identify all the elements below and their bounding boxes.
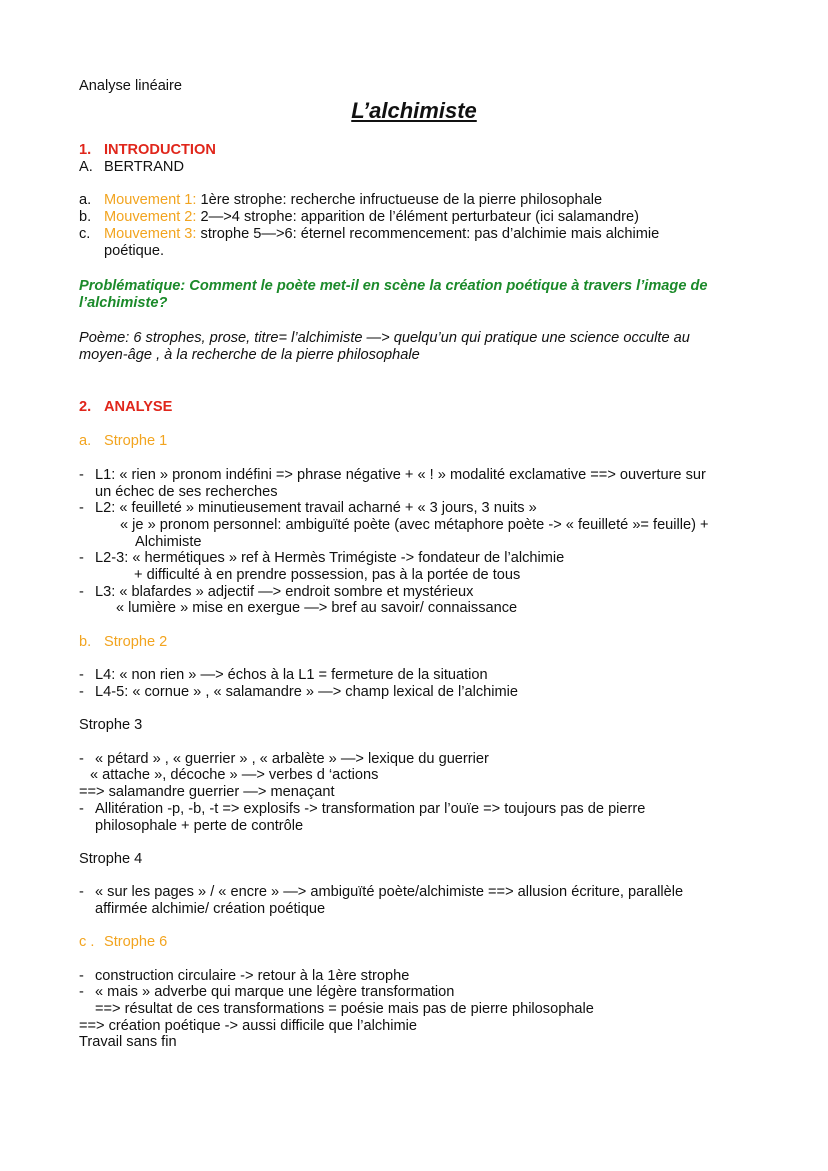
document-label: Analyse linéaire — [79, 78, 183, 94]
analysis-line: « attache », décoche » —> verbes d ‘actions — [90, 767, 379, 783]
analysis-line: « lumière » mise en exergue —> bref au savoir/ connaissance — [116, 600, 518, 616]
author-line — [79, 159, 184, 176]
bullet-dash: - — [79, 884, 84, 900]
movement-item — [79, 192, 602, 209]
movement-label: Mouvement 3: — [104, 226, 197, 242]
strophe-4-heading: Strophe 4 — [79, 851, 143, 867]
bullet-dash: - — [79, 550, 84, 566]
bullet-dash: - — [79, 801, 84, 817]
analysis-line: L2: « feuilleté » minutieusement travail acharné + « 3 jours, 3 nuits » — [95, 500, 537, 516]
movement-label: Mouvement 1: — [104, 192, 197, 208]
analysis-line: affirmée alchimie/ création poétique — [95, 901, 326, 917]
bullet-dash: - — [79, 584, 84, 600]
bullet-dash: - — [79, 684, 84, 700]
problematique-line: l’alchimiste? — [79, 295, 168, 311]
analysis-line: « pétard » , « guerrier » , « arbalète » —> lexique du guerrier — [95, 751, 489, 767]
section-title: Strophe 2 — [104, 634, 168, 650]
analysis-line: ==> salamandre guerrier —> menaçant — [79, 784, 335, 800]
analysis-line: un échec de ses recherches — [95, 484, 278, 500]
bullet-dash: - — [79, 500, 84, 516]
analysis-line: Alchimiste — [135, 534, 202, 550]
author-name: BERTRAND — [104, 159, 185, 175]
movement-marker: c. — [79, 226, 91, 242]
movement-item — [79, 226, 659, 243]
poem-description-line: Poème: 6 strophes, prose, titre= l’alchimiste —> quelqu’un qui pratique une science occulte au — [79, 330, 690, 346]
problematique-line: Problématique: Comment le poète met-il en scène la création poétique à travers l’image de — [79, 278, 708, 294]
document-title: L’alchimiste — [351, 98, 477, 123]
section-marker: b. — [79, 634, 92, 650]
bullet-dash: - — [79, 667, 84, 683]
movement-text: 2—>4 strophe: apparition de l’élément perturbateur (ici salamandre) — [196, 209, 639, 225]
movement-item — [79, 209, 639, 226]
intro-heading-number: 1. — [79, 142, 92, 158]
analysis-line: ==> création poétique -> aussi difficile que l’alchimie — [79, 1018, 418, 1034]
analysis-line: L2-3: « hermétiques » ref à Hermès Trimégiste -> fondateur de l’alchimie — [95, 550, 565, 566]
movement-label: Mouvement 2: — [104, 209, 197, 225]
intro-heading-text: INTRODUCTION — [104, 142, 216, 158]
analysis-line: « mais » adverbe qui marque une légère transformation — [95, 984, 455, 1000]
section-title: Strophe 6 — [104, 934, 168, 950]
analysis-line: L1: « rien » pronom indéfini => phrase négative + « ! » modalité exclamative ==> ouverture sur — [95, 467, 706, 483]
analyse-heading — [79, 399, 172, 416]
section-marker: c . — [79, 934, 95, 950]
strophe-6-heading — [79, 934, 167, 951]
analyse-heading-number: 2. — [79, 399, 92, 415]
movement-marker: b. — [79, 209, 92, 225]
section-marker: a. — [79, 433, 92, 449]
movement-text-continued: poétique. — [104, 243, 165, 259]
movement-text: 1ère strophe: recherche infructueuse de la pierre philosophale — [196, 192, 603, 208]
bullet-dash: - — [79, 984, 84, 1000]
strophe-3-heading: Strophe 3 — [79, 717, 143, 733]
movement-marker: a. — [79, 192, 92, 208]
strophe-1-heading — [79, 433, 167, 450]
analysis-line: ==> résultat de ces transformations = poésie mais pas de pierre philosophale — [95, 1001, 594, 1017]
analysis-line: L4-5: « cornue » , « salamandre » —> champ lexical de l’alchimie — [95, 684, 519, 700]
analysis-line: Allitération -p, -b, -t => explosifs -> transformation par l’ouïe => toujours pas de pierre — [95, 801, 646, 817]
analysis-line: « je » pronom personnel: ambiguïté poète (avec métaphore poète -> « feuilleté »= feuille) + — [120, 517, 709, 533]
author-marker: A. — [79, 159, 93, 175]
analysis-line: L3: « blafardes » adjectif —> endroit sombre et mystérieux — [95, 584, 474, 600]
intro-heading — [79, 142, 216, 159]
bullet-dash: - — [79, 751, 84, 767]
section-title: Strophe 1 — [104, 433, 168, 449]
bullet-dash: - — [79, 467, 84, 483]
analysis-line: + difficulté à en prendre possession, pas à la portée de tous — [134, 567, 521, 583]
analysis-line: L4: « non rien » —> échos à la L1 = fermeture de la situation — [95, 667, 488, 683]
analyse-heading-text: ANALYSE — [104, 399, 173, 415]
strophe-2-heading — [79, 634, 167, 651]
analysis-line: « sur les pages » / « encre » —> ambiguïté poète/alchimiste ==> allusion écriture, parallèle — [95, 884, 684, 900]
bullet-dash: - — [79, 968, 84, 984]
analysis-line: construction circulaire -> retour à la 1ère strophe — [95, 968, 410, 984]
movement-text: strophe 5—>6: éternel recommencement: pas d’alchimie mais alchimie — [196, 226, 660, 242]
poem-description-line: moyen-âge , à la recherche de la pierre philosophale — [79, 347, 420, 363]
analysis-line: philosophale + perte de contrôle — [95, 818, 304, 834]
analysis-line: Travail sans fin — [79, 1034, 177, 1050]
